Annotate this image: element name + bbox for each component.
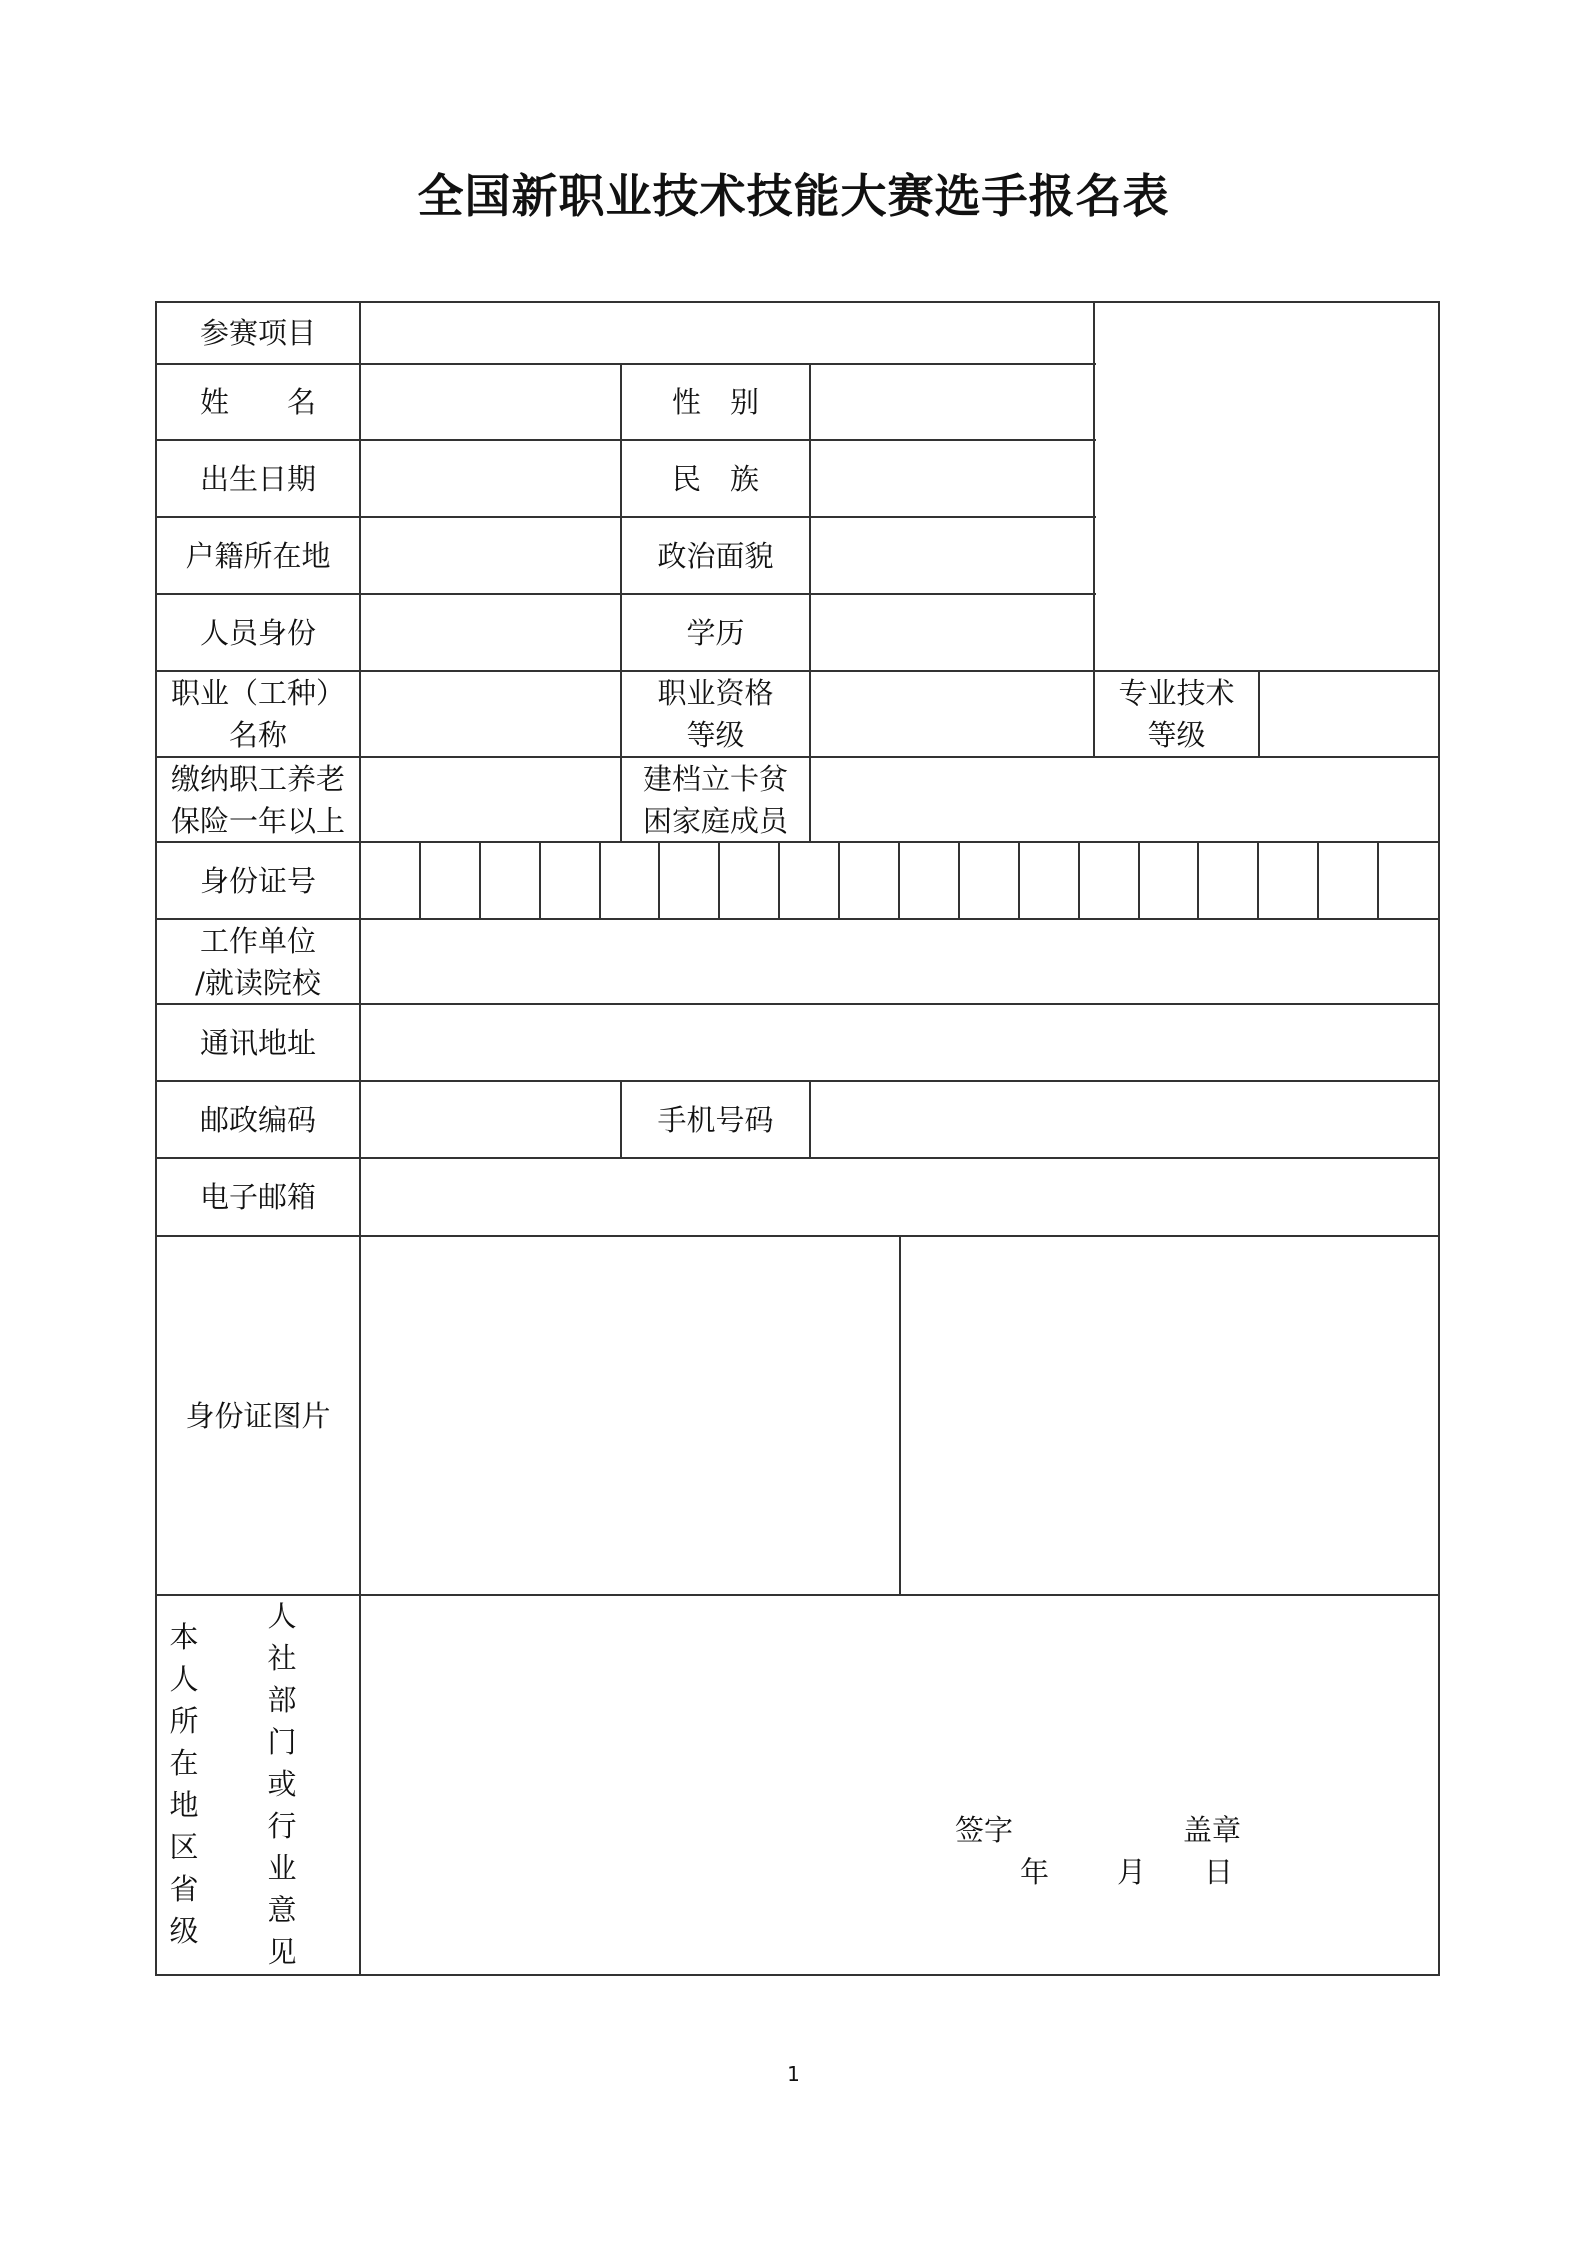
label-project: 参赛项目 [199, 316, 316, 350]
grid-line [838, 841, 840, 920]
grid-line [155, 756, 1440, 758]
opinion-char: 门 [267, 1725, 297, 1759]
opinion-char: 行 [267, 1809, 297, 1843]
form-title: 全国新职业技术技能大赛选手报名表 [417, 169, 1170, 223]
grid-line [155, 1974, 1440, 1976]
grid-line [155, 670, 1440, 672]
field-address[interactable] [360, 1004, 1439, 1081]
opinion-char: 人 [267, 1599, 297, 1633]
grid-line [359, 301, 361, 1976]
field-education[interactable] [810, 594, 1094, 671]
grid-line [1257, 841, 1259, 920]
grid-line [599, 841, 601, 920]
grid-line [1093, 301, 1095, 758]
grid-line [1197, 841, 1199, 920]
grid-line [620, 1080, 622, 1159]
field-birth[interactable] [360, 440, 621, 517]
opinion-char: 在 [169, 1746, 199, 1780]
grid-line [1138, 841, 1140, 920]
grid-line [155, 301, 157, 1976]
grid-line [155, 918, 1440, 920]
label-qualification: 职业资格 等级 [657, 676, 774, 752]
field-qualification[interactable] [810, 671, 1094, 757]
label-politics: 政治面貌 [657, 538, 774, 573]
field-poverty[interactable] [810, 757, 1439, 842]
opinion-char: 本 [169, 1620, 199, 1654]
month-label: 月 [1117, 1855, 1147, 1889]
grid-line [1438, 301, 1440, 1976]
grid-line [155, 1080, 1440, 1082]
label-id-number: 身份证号 [199, 863, 316, 898]
field-tech-level[interactable] [1259, 671, 1439, 757]
field-pension[interactable] [360, 757, 621, 842]
grid-line [899, 1235, 901, 1596]
grid-line [155, 1235, 1440, 1237]
field-gender[interactable] [810, 364, 1094, 440]
grid-line [155, 1003, 1440, 1005]
year-label: 年 [1020, 1855, 1050, 1889]
opinion-char: 部 [267, 1683, 297, 1717]
field-ethnicity[interactable] [810, 440, 1094, 517]
grid-line [155, 301, 1440, 303]
grid-line [155, 439, 1096, 441]
field-name[interactable] [360, 364, 621, 440]
opinion-char: 地 [169, 1788, 199, 1822]
field-mobile[interactable] [810, 1081, 1439, 1158]
label-opinion-department [262, 1595, 302, 1973]
label-email: 电子邮箱 [199, 1180, 316, 1214]
grid-line [809, 1080, 811, 1159]
grid-line [155, 516, 1096, 518]
opinion-char: 级 [169, 1914, 199, 1948]
label-mobile: 手机号码 [657, 1102, 774, 1137]
grid-line [155, 1157, 1440, 1159]
id-image-front[interactable] [360, 1236, 900, 1595]
field-occupation[interactable] [360, 671, 621, 757]
opinion-char: 社 [267, 1641, 297, 1675]
label-opinion-region [164, 1616, 204, 1952]
grid-line [778, 841, 780, 920]
grid-line [718, 841, 720, 920]
grid-line [898, 841, 900, 920]
opinion-char: 人 [169, 1662, 199, 1696]
grid-line [658, 841, 660, 920]
field-politics[interactable] [810, 517, 1094, 594]
grid-line [958, 841, 960, 920]
label-hukou: 户籍所在地 [185, 538, 331, 573]
label-identity: 人员身份 [199, 615, 316, 650]
photo-area[interactable] [1094, 302, 1439, 671]
opinion-char: 或 [267, 1767, 297, 1801]
grid-line [155, 1594, 1440, 1596]
label-gender: 性 别 [671, 385, 759, 419]
opinion-char: 省 [169, 1872, 199, 1906]
sign-label: 签字 [955, 1813, 1014, 1847]
opinion-char: 所 [169, 1704, 199, 1738]
label-work: 工作单位 /就读院校 [195, 923, 321, 1000]
grid-line [419, 841, 421, 920]
field-postcode[interactable] [360, 1081, 621, 1158]
label-name: 姓 名 [199, 385, 316, 419]
field-identity[interactable] [360, 594, 621, 671]
label-id-images: 身份证图片 [185, 1398, 331, 1433]
label-occupation: 职业（工种） 名称 [170, 676, 345, 752]
label-birth: 出生日期 [199, 461, 316, 496]
opinion-char: 区 [169, 1830, 199, 1864]
grid-line [1258, 670, 1260, 758]
grid-line [155, 841, 1440, 843]
grid-line [539, 841, 541, 920]
grid-line [1018, 841, 1020, 920]
label-ethnicity: 民 族 [671, 461, 759, 496]
label-postcode: 邮政编码 [199, 1102, 316, 1137]
seal-label: 盖章 [1183, 1813, 1242, 1847]
grid-line [1078, 841, 1080, 920]
opinion-char: 意 [267, 1893, 297, 1927]
field-email[interactable] [360, 1158, 1439, 1236]
label-education: 学历 [686, 615, 745, 650]
label-pension: 缴纳职工养老 保险一年以上 [170, 761, 345, 838]
day-label: 日 [1204, 1855, 1234, 1889]
opinion-char: 业 [267, 1851, 297, 1885]
grid-line [155, 363, 1096, 365]
label-address: 通讯地址 [199, 1025, 316, 1060]
grid-line [1377, 841, 1379, 920]
label-tech-level: 专业技术 等级 [1118, 676, 1235, 752]
opinion-char: 见 [267, 1935, 297, 1969]
page-number: 1 [787, 2062, 800, 2086]
field-project[interactable] [360, 302, 1094, 364]
id-image-back[interactable] [900, 1236, 1439, 1595]
grid-line [809, 363, 811, 843]
label-poverty: 建档立卡贫 困家庭成员 [642, 761, 788, 838]
grid-line [155, 593, 1096, 595]
field-hukou[interactable] [360, 517, 621, 594]
field-opinion[interactable] [360, 1595, 1439, 1975]
field-work[interactable] [360, 919, 1439, 1004]
grid-line [1317, 841, 1319, 920]
grid-line [620, 363, 622, 843]
grid-line [479, 841, 481, 920]
